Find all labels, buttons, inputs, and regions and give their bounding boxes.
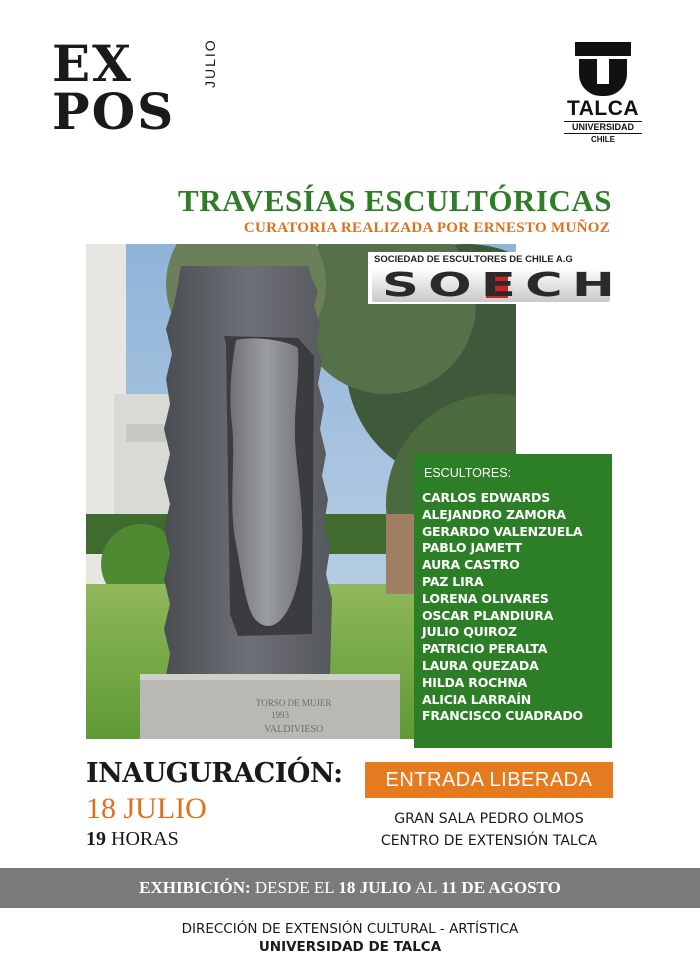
soech-logo-text: SOECH xyxy=(382,265,625,304)
sculptor-name: JULIO QUIROZ xyxy=(422,624,517,640)
sculptor-name: PAZ LIRA xyxy=(422,573,484,589)
expos-line-1: EX xyxy=(52,34,133,93)
sculptor-name: LORENA OLIVARES xyxy=(422,590,549,606)
exhibition-title: TRAVESÍAS ESCULTÓRICAS xyxy=(178,183,612,218)
hour-number: 19 xyxy=(86,828,106,850)
universidad-talca-logo xyxy=(560,42,646,145)
expos-line-2: POS xyxy=(52,82,176,141)
plaque-line-1: TORSO DE MUJER xyxy=(256,698,332,708)
talca-emblem-icon xyxy=(575,42,631,96)
sculptor-name: ALICIA LARRAÍN xyxy=(422,691,532,707)
sculptor-name: FRANCISCO CUADRADO xyxy=(422,708,583,724)
free-entry-badge: ENTRADA LIBERADA xyxy=(365,762,613,798)
sculptor-name: CARLOS EDWARDS xyxy=(422,490,550,505)
expos-month: JULIO xyxy=(202,38,218,88)
venue xyxy=(365,808,613,852)
sculptor-name: ALEJANDRO ZAMORA xyxy=(422,506,566,522)
sculptor-name: AURA CASTRO xyxy=(422,557,520,573)
sculptor-name: LAURA QUEZADA xyxy=(422,657,539,673)
sculptor-name: PABLO JAMETT xyxy=(422,540,522,556)
soech-badge xyxy=(368,252,625,304)
sculptor-name: OSCAR PLANDIURA xyxy=(422,607,554,623)
venue-line-2: CENTRO DE EXTENSIÓN TALCA xyxy=(380,833,598,849)
inauguration-label: INAUGURACIÓN: xyxy=(86,758,343,789)
logo-country: CHILE xyxy=(591,135,615,144)
hour-word: HORAS xyxy=(111,828,179,850)
sculptor-name: HILDA ROCHNA xyxy=(422,674,528,690)
footer-university: UNIVERSIDAD DE TALCA xyxy=(258,939,442,955)
sculptor-name: GERARDO VALENZUELA xyxy=(422,523,583,539)
venue-line-1: GRAN SALA PEDRO OLMOS xyxy=(394,811,584,827)
logo-name: TALCA xyxy=(566,97,640,120)
exhibition-from-word: DESDE EL xyxy=(254,878,335,897)
sculptors-panel xyxy=(414,454,612,748)
sculptors-heading: ESCULTORES: xyxy=(424,466,512,480)
exhibition-to-word: AL xyxy=(414,878,437,897)
logo-subtitle: UNIVERSIDAD xyxy=(564,121,642,134)
exhibition-from-date: 18 JULIO xyxy=(338,878,412,897)
soech-caption: SOCIEDAD DE ESCULTORES DE CHILE A.G xyxy=(374,254,573,265)
plaque-line-2: 1993 xyxy=(271,710,289,720)
exhibition-dates-band xyxy=(0,868,700,908)
exhibition-label: EXHIBICIÓN: xyxy=(139,878,251,897)
footer-department: DIRECCIÓN DE EXTENSIÓN CULTURAL - ARTÍSTICA xyxy=(181,921,519,937)
soech-logo xyxy=(372,265,625,304)
curator-line: CURATORIA REALIZADA POR ERNESTO MUÑOZ xyxy=(243,220,610,236)
inauguration-hour xyxy=(86,828,179,851)
exhibition-to-date: 11 DE AGOSTO xyxy=(441,878,561,897)
sculptors-list xyxy=(422,490,612,725)
expos-wordmark xyxy=(52,34,218,141)
plaque-line-3: VALDIVIESO xyxy=(264,724,324,735)
inauguration-date: 18 JULIO xyxy=(86,792,207,825)
sculptor-name: PATRICIO PERALTA xyxy=(422,641,548,657)
footer xyxy=(0,920,700,956)
